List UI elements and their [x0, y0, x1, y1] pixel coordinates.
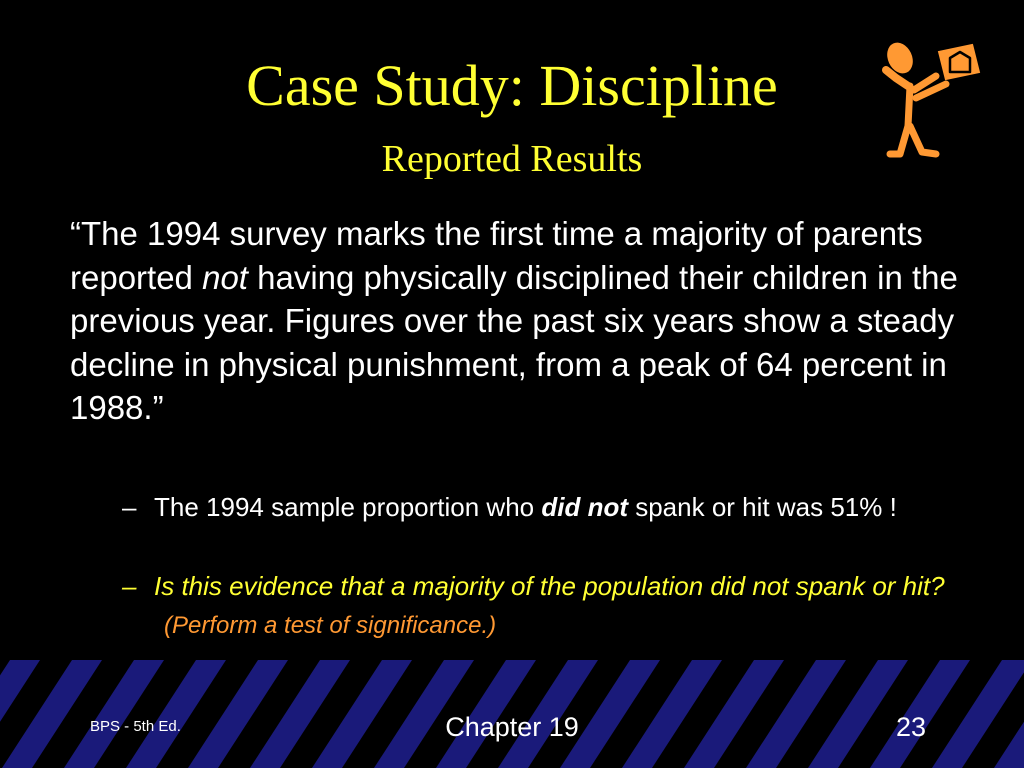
- bullet-emphasis: did not: [541, 492, 628, 522]
- page-number: 23: [896, 712, 927, 742]
- bullet-dash: –: [122, 492, 137, 522]
- quote-text-end: having physically disciplined their children in the previous year. Figures over the past six years show a steady decline in physical punishment, from a peak of 64 percent in 1988.”: [70, 258, 958, 426]
- bullet-question: [122, 567, 972, 645]
- person-holding-sign-icon: [878, 28, 988, 163]
- bullet-sample-proportion: [122, 488, 972, 526]
- bullet-text-start: The 1994 sample proportion who: [154, 492, 542, 522]
- bullet-note: (Perform a test of significance.): [164, 612, 497, 639]
- quote-emphasis: not: [202, 258, 248, 296]
- bullet-dash: –: [122, 571, 137, 601]
- footer-chapter: Chapter 19: [445, 712, 579, 742]
- quote-text-start: “The 1994 survey marks the first time a majority of parents reported: [70, 215, 923, 296]
- bullet-text-end: spank or hit was 51% !: [628, 492, 897, 522]
- slide-subtitle: Reported Results: [381, 138, 643, 180]
- quote-paragraph: [70, 212, 970, 430]
- bullet-question-text: Is this evidence that a majority of the population did not spank or hit?: [154, 571, 945, 601]
- footer-edition: BPS - 5th Ed.: [90, 718, 181, 735]
- slide-title: Case Study: Discipline: [246, 53, 778, 118]
